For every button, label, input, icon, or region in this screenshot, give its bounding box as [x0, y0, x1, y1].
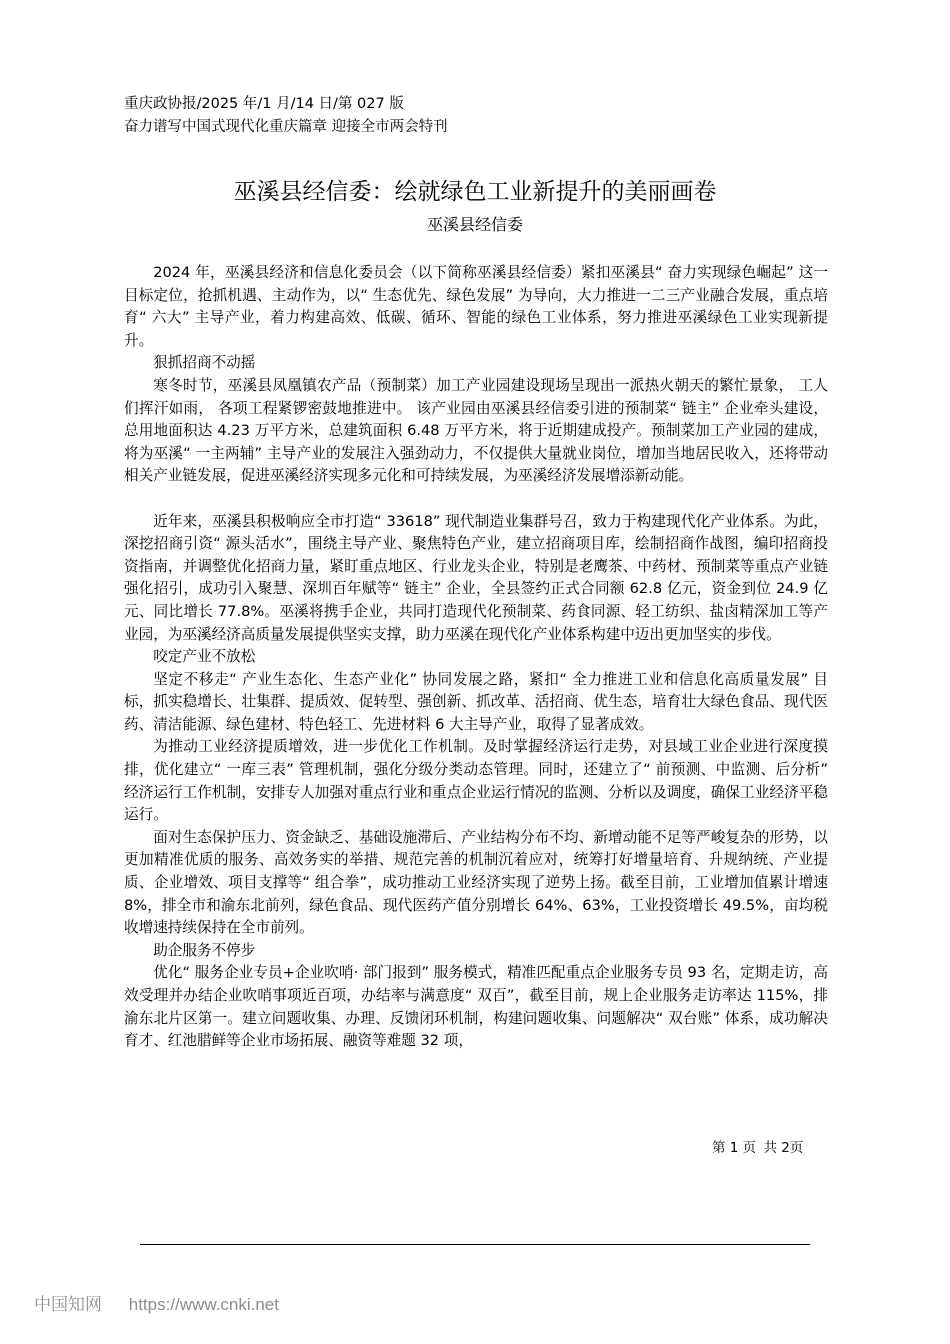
- page-current: 第 1 页: [712, 1140, 757, 1156]
- section-heading: 狠抓招商不动摇: [153, 354, 256, 372]
- article-body: [124, 262, 828, 1053]
- paragraph: 近年来，巫溪县积极响应全市打造“ 33618” 现代制造业集群号召，致力于构建现代化产业体系。为此，深挖招商引资“ 源头活水”，围绕主导产业、聚焦特色产业，建立招商项目库，绘制招商作战图，编印招商投资指南，并调整优化招商力量，紧盯重点地区、行业龙头企业，特别是老鹰茶、中药材、预制菜等重点产业链强化招引，成功引入聚慧、深圳百年赋等“ 链主” 企业，全县签约正式合同额 62.8 亿元，资金到位 24.9 亿元、同比增长 77.8%。巫溪将携手企业，共同打造现代化预制菜、药食同源、轻工纺织、盐卤精深加工等产业园，为巫溪经济高质量发展提供坚实支撑，助力巫溪在现代化产业体系构建中迈出更加坚实的步伐。: [124, 512, 828, 643]
- special-issue-title: 奋力谱写中国式现代化重庆篇章 迎接全市两会特刊: [124, 119, 448, 135]
- watermark-brand: 中国知网: [34, 1295, 102, 1314]
- blank-line: [124, 488, 828, 511]
- paragraph: 面对生态保护压力、资金缺乏、基础设施滞后、产业结构分布不均、新增动能不足等严峻复杂的形势，以更加精准优质的服务、高效务实的举措、规范完善的机制沉着应对，统筹打好增量培育、升规纳统、产业提质、企业增效、项目支撑等“ 组合拳”，成功推动工业经济实现了逆势上扬。截至目前，工业增加值累计增速 8%，排全市和渝东北前列，绿色食品、现代医药产值分别增长 64%、63%，工业投资增长 49.5%，亩均税收增速持续保持在全市前列。: [124, 828, 828, 937]
- paragraph-intro: 2024 年，巫溪县经济和信息化委员会（以下简称巫溪县经信委）紧扣巫溪县“ 奋力实现绿色崛起” 这一目标定位，抢抓机遇、主动作为，以“ 生态优先、绿色发展” 为导向，大力推进一二三产业融合发展，重点培育“ 六大” 主导产业，着力构建高效、低碳、循环、智能的绿色工业体系，努力推进巫溪绿色工业实现新提升。: [124, 264, 828, 349]
- page-number: [712, 1138, 806, 1158]
- section-heading: 咬定产业不放松: [153, 648, 256, 666]
- section-heading: 助企服务不停步: [153, 941, 256, 959]
- paragraph: 坚定不移走“ 产业生态化、生态产业化” 协同发展之路，紧扣“ 全力推进工业和信息化高质量发展” 目标，抓实稳增长、壮集群、提质效、促转型、强创新、抓改革、活招商、优生态，培育壮大绿色食品、现代医药、清洁能源、绿色建材、特色轻工、先进材料 6 大主导产业，取得了显著成效。: [124, 670, 828, 733]
- paragraph: 为推动工业经济提质增效，进一步优化工作机制。及时掌握经济运行走势，对县域工业企业进行深度摸排，优化建立“ 一库三表” 管理机制，强化分级分类动态管理。同时，还建立了“ 前预测、中监测、后分析” 经济运行工作机制，安排专人加强对重点行业和重点企业运行情况的监测、分析以及调度，确保工业经济平稳运行。: [124, 738, 828, 824]
- footer-divider: [140, 1244, 810, 1245]
- paragraph: 优化“ 服务企业专员+企业吹哨· 部门报到” 服务模式，精准匹配重点企业服务专员 93 名，定期走访，高效受理并办结企业吹哨事项近百项，办结率与满意度“ 双百”，截至目前，规上企业服务走访率达 115%，排渝东北片区第一。建立问题收集、办理、反馈闭环机制，构建问题收集、问题解决“ 双台账” 体系，成功解决育才、红池腊鲜等企业市场拓展、融资等难题 32 项，: [124, 964, 828, 1050]
- publication-info: 重庆政协报/2025 年/1 月/14 日/第 027 版: [124, 96, 404, 112]
- article-author: 巫溪县经信委: [426, 215, 523, 234]
- article-title: 巫溪县经信委：绘就绿色工业新提升的美丽画卷: [233, 179, 717, 206]
- paragraph: 寒冬时节，巫溪县凤凰镇农产品（预制菜）加工产业园建设现场呈现出一派热火朝天的繁忙景象， 工人们挥汗如雨， 各项工程紧锣密鼓地推进中。 该产业园由巫溪县经信委引进的预制菜“ 链主” 企业牵头建设，总用地面积达 4.23 万平方米，总建筑面积 6.48 万平方米，将于近期建成投产。预制菜加工产业园的建成，将为巫溪“ 一主两辅” 主导产业的发展注入强劲动力，不仅提供大量就业岗位，增加当地居民收入，还将带动相关产业链发展，促进巫溪经济实现多元化和可持续发展，为巫溪经济发展增添新动能。: [124, 376, 828, 485]
- watermark: [34, 1293, 279, 1317]
- page-total: 共 2页: [763, 1140, 804, 1156]
- watermark-url: https://www.cnki.net: [128, 1295, 279, 1314]
